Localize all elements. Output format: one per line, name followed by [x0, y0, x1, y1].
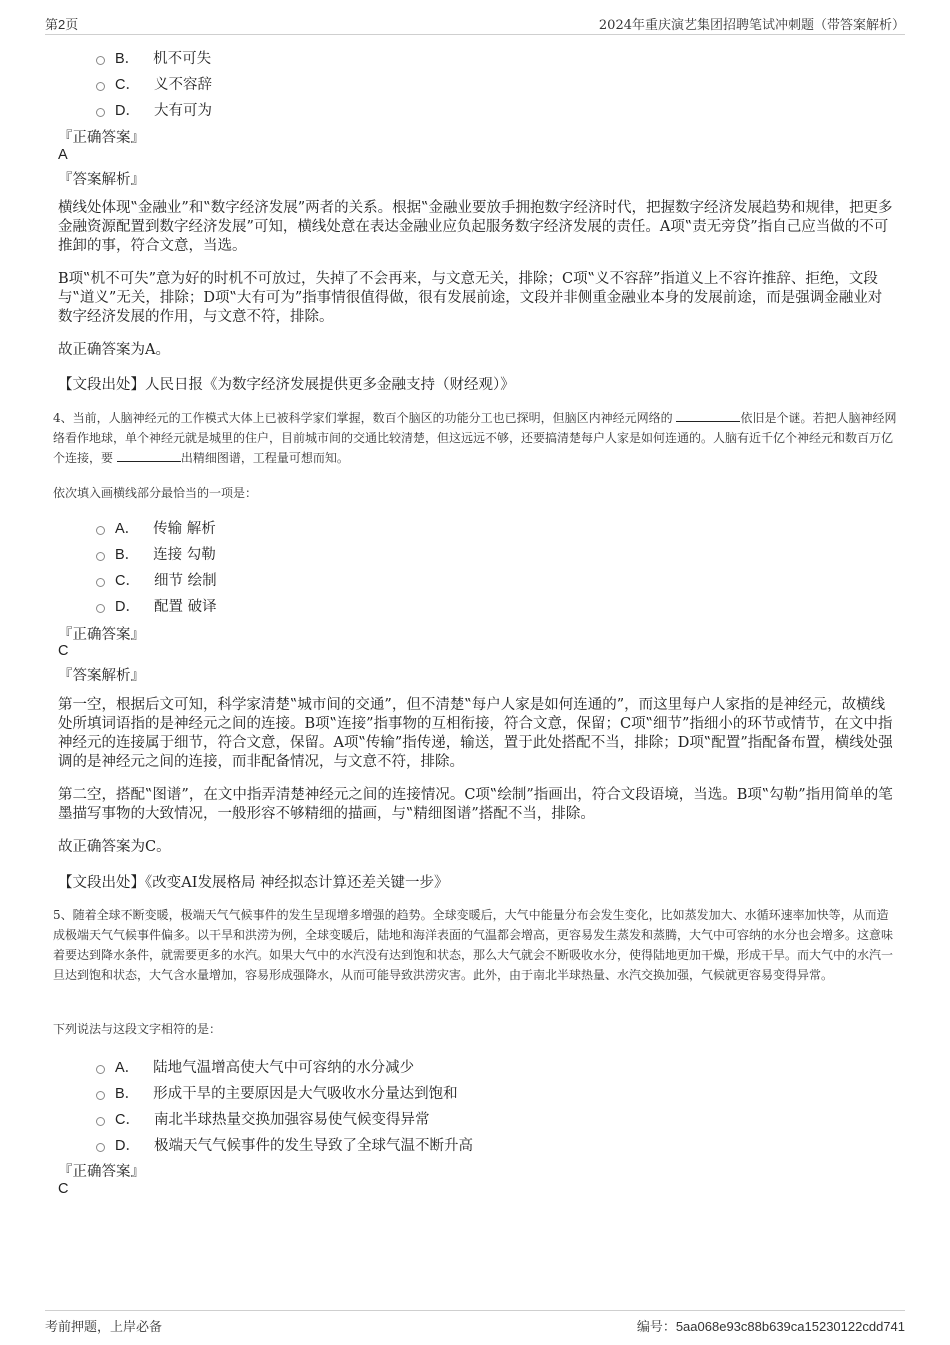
q5-prompt: 下列说法与这段文字相符的是： — [53, 1022, 222, 1036]
radio-icon[interactable] — [96, 108, 105, 117]
radio-icon[interactable] — [96, 526, 105, 535]
q3-analysis-p3: 故正确答案为A。 — [58, 342, 170, 358]
q3-source: 【文段出处】人民日报《为数字经济发展提供更多金融支持（财经观）》 — [58, 377, 515, 393]
q5-option-c[interactable]: C． 南北半球热量交换加强容易使气候变得异常 — [96, 1107, 429, 1129]
q4-analysis-p2: 第二空，搭配‟图谱”，在文中指弄清楚神经元之间的连接情况。C项‟绘制”指画出，符合文段语境，当选。B项‟勾勒”指用简单的笔墨描写事物的大致情况，一般形容不够精细的描画，与‟精细图谱”搭配不当，排除。 — [58, 787, 893, 822]
radio-icon[interactable] — [96, 552, 105, 561]
q3-analysis-label: 『答案解析』 — [58, 172, 145, 188]
q3-analysis-p2: B项‟机不可失”意为好的时机不可放过，失掉了不会再来，与文意无关，排除；C项‟义不容辞”指道义上不容许推辞、拒绝，文段与‟道义”无关，排除；D项‟大有可为”指事情很值得做，很有发展前途，文段并非侧重金融业本身的发展前途，而是强调金融业对数字经济发展的作用，与文意不符，排除。 — [58, 271, 883, 325]
fill-blank[interactable] — [676, 409, 740, 422]
radio-icon[interactable] — [96, 578, 105, 587]
radio-icon[interactable] — [96, 1117, 105, 1126]
page-header — [45, 14, 905, 35]
radio-icon[interactable] — [96, 1091, 105, 1100]
q3-option-d[interactable]: D． 大有可为 — [96, 98, 212, 120]
q5-option-a[interactable]: A． 陆地气温增高使大气中可容纳的水分减少 — [96, 1055, 414, 1077]
q5-stem: 5、随着全球不断变暖，极端天气气候事件的发生呈现增多增强的趋势。全球变暖后，大气中能量分布会发生变化，比如蒸发加大、水循环速率加快等，从而造成极端天气气候事件偏多。以干旱和洪涝为例，全球变暖后，陆地和海洋表面的气温都会增高，更容易发生蒸发和蒸腾，大气中可容纳的水分也会增多。这意味着要达到降水条件，就需要更多的水汽。如果大气中的水汽没有达到饱和状态，那么大气就会不断吸收水分，使得陆地更加干燥，形成干旱。而大气中的水汽一旦达到饱和状态，大气含水量增加，容易形成强降水，从而可能导致洪涝灾害。此外，由于南北半球热量、水汽交换加强，气候就更容易变得异常。 — [53, 908, 894, 982]
q4-option-b[interactable]: B． 连接 勾勒 — [96, 542, 216, 564]
q5-answer: C — [58, 1181, 69, 1197]
page-number: 第2页 — [45, 17, 79, 32]
q5-option-d[interactable]: D． 极端天气气候事件的发生导致了全球气温不断升高 — [96, 1133, 473, 1155]
radio-icon[interactable] — [96, 56, 105, 65]
q5-option-b[interactable]: B． 形成干旱的主要原因是大气吸收水分量达到饱和 — [96, 1081, 458, 1103]
q3-analysis-p1: 横线处体现‟金融业”和‟数字经济发展”两者的关系。根据‟金融业要放手拥抱数字经济时代，把握数字经济发展趋势和规律，把更多金融资源配置到数字经济发展”可知，横线处意在表达金融业应负起服务数字经济发展的责任。A项‟责无旁贷”指自己应当做的不可推卸的事，符合文意，当选。 — [58, 200, 893, 254]
radio-icon[interactable] — [96, 604, 105, 613]
page-footer — [45, 1310, 905, 1335]
q4-analysis-p3: 故正确答案为C。 — [58, 839, 171, 855]
footer-slogan: 考前押题，上岸必备 — [45, 1320, 163, 1335]
q4-source: 【文段出处】《改变AI发展格局 神经拟态计算还差关键一步》 — [58, 875, 449, 891]
document-title: 2024年重庆演艺集团招聘笔试冲刺题（带答案解析） — [598, 18, 905, 33]
q4-option-a[interactable]: A． 传输 解析 — [96, 516, 216, 538]
q3-answer-label: 『正确答案』 — [58, 130, 145, 146]
radio-icon[interactable] — [96, 1065, 105, 1074]
q4-analysis-label: 『答案解析』 — [58, 668, 145, 684]
q4-answer-label: 『正确答案』 — [58, 627, 145, 643]
fill-blank[interactable] — [117, 449, 181, 462]
q4-analysis-p1: 第一空，根据后文可知，科学家清楚‟城市间的交通”，但不清楚‟每户人家是如何连通的”，而这里每户人家指的是神经元，故横线处所填词语指的是神经元之间的连接。B项‟连接”指事物的互相衔接，符合文意，保留；C项‟细节”指细小的环节或情节，在文中指神经元的连接属于细节，符合文意，保留。A项‟传输”指传递，输送，置于此处搭配不当，排除；D项‟配置”指配备布置，横线处强调的是神经元之间的连接，而非配备情况，与文意不符，排除。 — [58, 697, 893, 770]
q4-option-c[interactable]: C． 细节 绘制 — [96, 568, 217, 590]
q4-answer: C — [58, 643, 69, 659]
document-code: 编号：5aa068e93c88b639ca15230122cdd741 — [636, 1319, 905, 1335]
q3-option-c[interactable]: C． 义不容辞 — [96, 72, 212, 94]
q3-option-b[interactable]: B． 机不可失 — [96, 46, 211, 68]
radio-icon[interactable] — [96, 1143, 105, 1152]
q3-answer: A — [58, 147, 68, 163]
q4-option-d[interactable]: D． 配置 破译 — [96, 594, 217, 616]
q5-answer-label: 『正确答案』 — [58, 1164, 145, 1180]
radio-icon[interactable] — [96, 82, 105, 91]
q4-prompt: 依次填入画横线部分最恰当的一项是： — [53, 486, 258, 500]
q4-stem: 4、当前，人脑神经元的工作模式大体上已被科学家们掌握，数百个脑区的功能分工也已探明，但脑区内神经元网络的 依旧是个谜。若把人脑神经网络看作地球，单个神经元就是城里的住户，目前城市间的交通比较清楚，但这远远不够，还要搞清楚每户人家是如何连通的。人脑有近千亿个神经元和数百万亿个连接，要 出精细图谱，工程量可想而知。 — [53, 411, 897, 465]
